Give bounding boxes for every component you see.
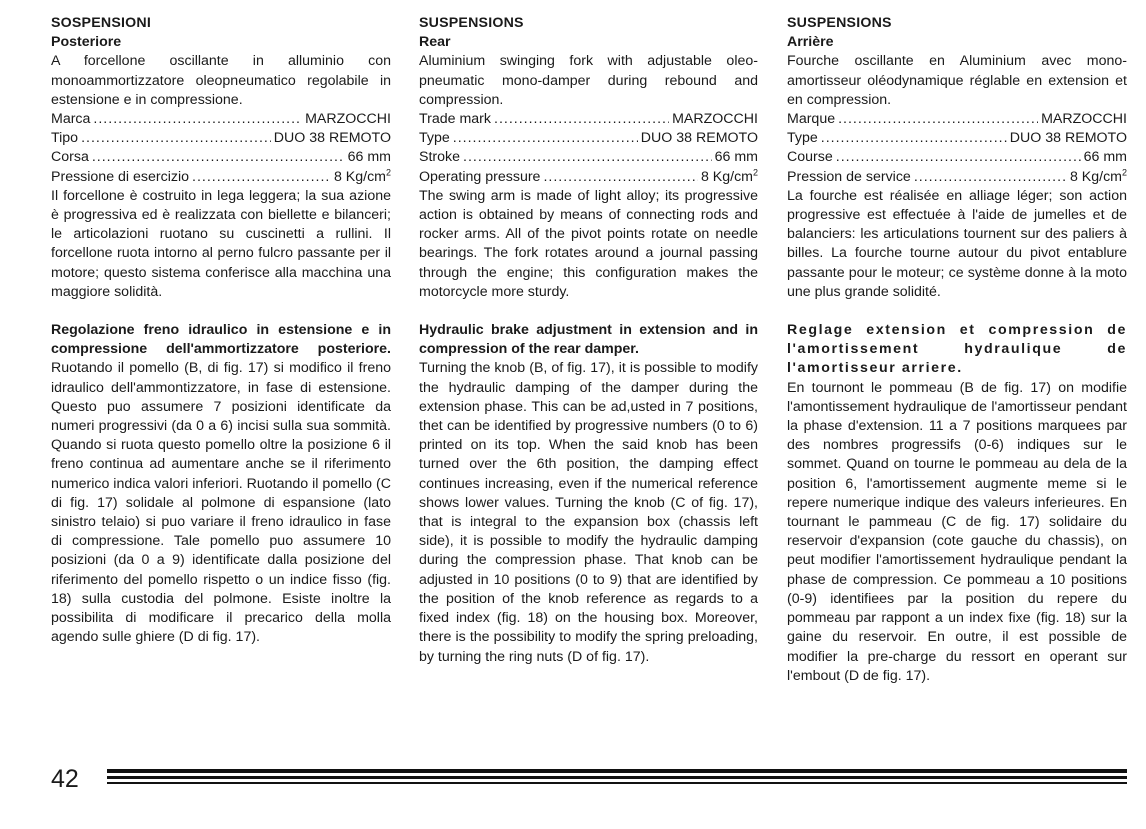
spec-key: Marca bbox=[51, 111, 91, 128]
spec-row bbox=[419, 110, 758, 129]
spec-value: DUO 38 REMOTO bbox=[273, 130, 391, 147]
french-title: SUSPENSIONS bbox=[787, 15, 892, 31]
english-subtitle: Rear bbox=[419, 34, 451, 51]
spec-key: Type bbox=[419, 130, 450, 147]
spec-key: Tipo bbox=[51, 130, 79, 147]
spec-key: Trade mark bbox=[419, 111, 492, 128]
spec-key: Pressione di esercizio bbox=[51, 168, 189, 185]
spec-row bbox=[51, 110, 391, 129]
english-intro: Aluminium swinging fork with adjustable oleo-pneumatic mono-damper during rebound and compression. bbox=[419, 53, 758, 108]
spec-key: Marque bbox=[787, 111, 836, 128]
spec-row bbox=[419, 168, 758, 187]
spec-row bbox=[51, 148, 391, 167]
spec-row bbox=[51, 129, 391, 148]
english-title: SUSPENSIONS bbox=[419, 15, 524, 31]
spec-row bbox=[419, 148, 758, 167]
footer-rule bbox=[107, 776, 1127, 779]
english-section-heading: Hydraulic brake adjustment in extension and in compression of the rear damper. bbox=[419, 322, 758, 358]
spec-value: 8 Kg/cm bbox=[1069, 168, 1122, 185]
spec-value: 66 mm bbox=[347, 149, 391, 166]
spec-value: DUO 38 REMOTO bbox=[640, 130, 758, 147]
english-column bbox=[419, 14, 758, 667]
english-body: The swing arm is made of light alloy; its progressive action is obtained by means of connecting rods and rocker arms. All of the pivot points rotate on needle bearings. The fork rotates around a journal passing through the engine; this configuration makes the motorcycle more sturdy. bbox=[419, 187, 758, 300]
page-number: 42 bbox=[51, 765, 79, 793]
french-section-heading: Reglage extension et compression de l'amortissement hydraulique de l'amortisseur arriere. bbox=[787, 322, 1127, 377]
spec-value: 8 Kg/cm bbox=[700, 168, 753, 185]
french-intro: Fourche oscillante en Aluminium avec mono-amortisseur oléodynamique réglable en extension et en compression. bbox=[787, 53, 1127, 108]
french-subtitle: Arrière bbox=[787, 34, 834, 51]
french-section-body: En tournont le pommeau (B de fig. 17) on modifie l'amontissement hydraulique de l'amortisseur pendant la phase d'extension. 11 a 7 positions marquees par des nombres progressifs (0-6) indiques sur le sommet. Quand on tourne le pommeau au dela de la position 6, l'amortissement augmente meme si le repere numerique indique des valeurs inferieures. En tournant le pammeau (C de fig. 17) solidaire du reservoir d'expansion (cote gauche du chassis), on peut modifier l'amortissement hydraulique pendant la phase de compression. Ce pommeau a 10 positions (0-9) identifiees par la position du repere du pommeau par rappont a un index fixe (fig. 18) sur la gaine du reservoir. En outre, il est possible de modifier la pre-charge du ressort en operant sur l'embout (D de fig. 17). bbox=[787, 379, 1127, 684]
spec-sup: 2 bbox=[385, 166, 391, 177]
spec-sup: 2 bbox=[1121, 166, 1127, 177]
spec-value: 66 mm bbox=[1083, 149, 1127, 166]
spec-row bbox=[51, 168, 391, 187]
spec-row bbox=[419, 129, 758, 148]
italian-body: Il forcellone è costruito in lega leggera; la sua azione è progressiva ed è realizzata con biellette e bilanceri; le articolazioni ruotano su cuscinetti a rullini. Il forcellone ruota intorno al perno fulcro passante per il motore; questo sistema conferisce alla macchina una maggiore solidità. bbox=[51, 187, 391, 300]
italian-intro: A forcellone oscillante in alluminio con monoammortizzatore oleopneumatico regolabile in estensione e in compressione. bbox=[51, 53, 391, 108]
spec-value: MARZOCCHI bbox=[305, 111, 391, 128]
spec-key: Course bbox=[787, 149, 833, 166]
spec-row bbox=[787, 110, 1127, 129]
italian-title: SOSPENSIONI bbox=[51, 15, 151, 31]
spec-key: Operating pressure bbox=[419, 168, 541, 185]
spec-row bbox=[787, 148, 1127, 167]
spec-value: 66 mm bbox=[714, 149, 758, 166]
spec-value: MARZOCCHI bbox=[1041, 111, 1127, 128]
footer-rule bbox=[107, 782, 1127, 784]
italian-section bbox=[51, 321, 391, 647]
italian-section-body: Ruotando il pomello (B, di fig. 17) si modifico il freno idraulico dell'ammontizzatore, in fase di estensione. Questo puo assumere 7 posizioni identificate da numeri progressivi (da 0 a 6) incisi sulla sua sommità. Quando si ruota questo pomello oltre la posizione 6 il freno continua ad aumentare anche se il riferimento numerico indica valori inferiori. Ruotando il pomello (C di fig. 17) solidale al polmone di espansione (lato sinistro telaio) si puo variare il freno idraulico in fase di compressione. Tale pomello puo assumere 10 posizioni (da 0 a 9) identificate dalla posizione del riferimento del pomello rispetto o un indice fisso (fig. 18) sulla custodia del polmone. Esiste inoltre la possibilita di modificare il precarico della molla agendo sulle ghiere (D di fig. 17). bbox=[51, 360, 391, 646]
french-column bbox=[787, 14, 1127, 686]
italian-column bbox=[51, 14, 391, 648]
italian-subtitle: Posteriore bbox=[51, 34, 122, 51]
spec-sup: 2 bbox=[752, 166, 758, 177]
spec-value: MARZOCCHI bbox=[672, 111, 758, 128]
spec-key: Pression de service bbox=[787, 168, 911, 185]
spec-key: Stroke bbox=[419, 149, 461, 166]
page-footer bbox=[0, 762, 1146, 798]
spec-row bbox=[787, 129, 1127, 148]
french-body: La fourche est réalisée en alliage léger; son action progressive est effectuée à l'aide de jumelles et de balanciers: les articulations tournent sur des paliers à billes. La fourche tourne autour du pivot entablure passante pour le moteur; ce système donne à la moto une plus grande solidité. bbox=[787, 187, 1127, 300]
spec-value: DUO 38 REMOTO bbox=[1009, 130, 1127, 147]
spec-row bbox=[787, 168, 1127, 187]
footer-rule bbox=[107, 769, 1127, 773]
spec-key: Type bbox=[787, 130, 818, 147]
italian-section-heading: Regolazione freno idraulico in estensione e in compressione dell'ammortizzatore posteriore. bbox=[51, 322, 391, 358]
spec-key: Corsa bbox=[51, 149, 89, 166]
english-section-body: Turning the knob (B, of fig. 17), it is possible to modify the hydraulic damping of the damper during the extension phase. This can be ad,usted in 7 positions, thet can be identified by progressive numbers (0 to 6) printed on its top. When the said knob has been turned over the 6th position, the damping effect continues increasing, even if the numerical reference shows lower values. Turning the knob (C of fig. 17), that is integral to the expansion box (chassis left side), it is possible to modify the hydraulic damping during the compression phase. That knob can be adjusted in 10 positions (0 to 9) that are identified by the position of the knob reference as regards to a fixed index (fig. 18) on the housing box. Moreover, there is the possibility to modify the spring preloading, by turning the ring nuts (D of fig. 17). bbox=[419, 360, 758, 665]
spec-value: 8 Kg/cm bbox=[333, 168, 386, 185]
